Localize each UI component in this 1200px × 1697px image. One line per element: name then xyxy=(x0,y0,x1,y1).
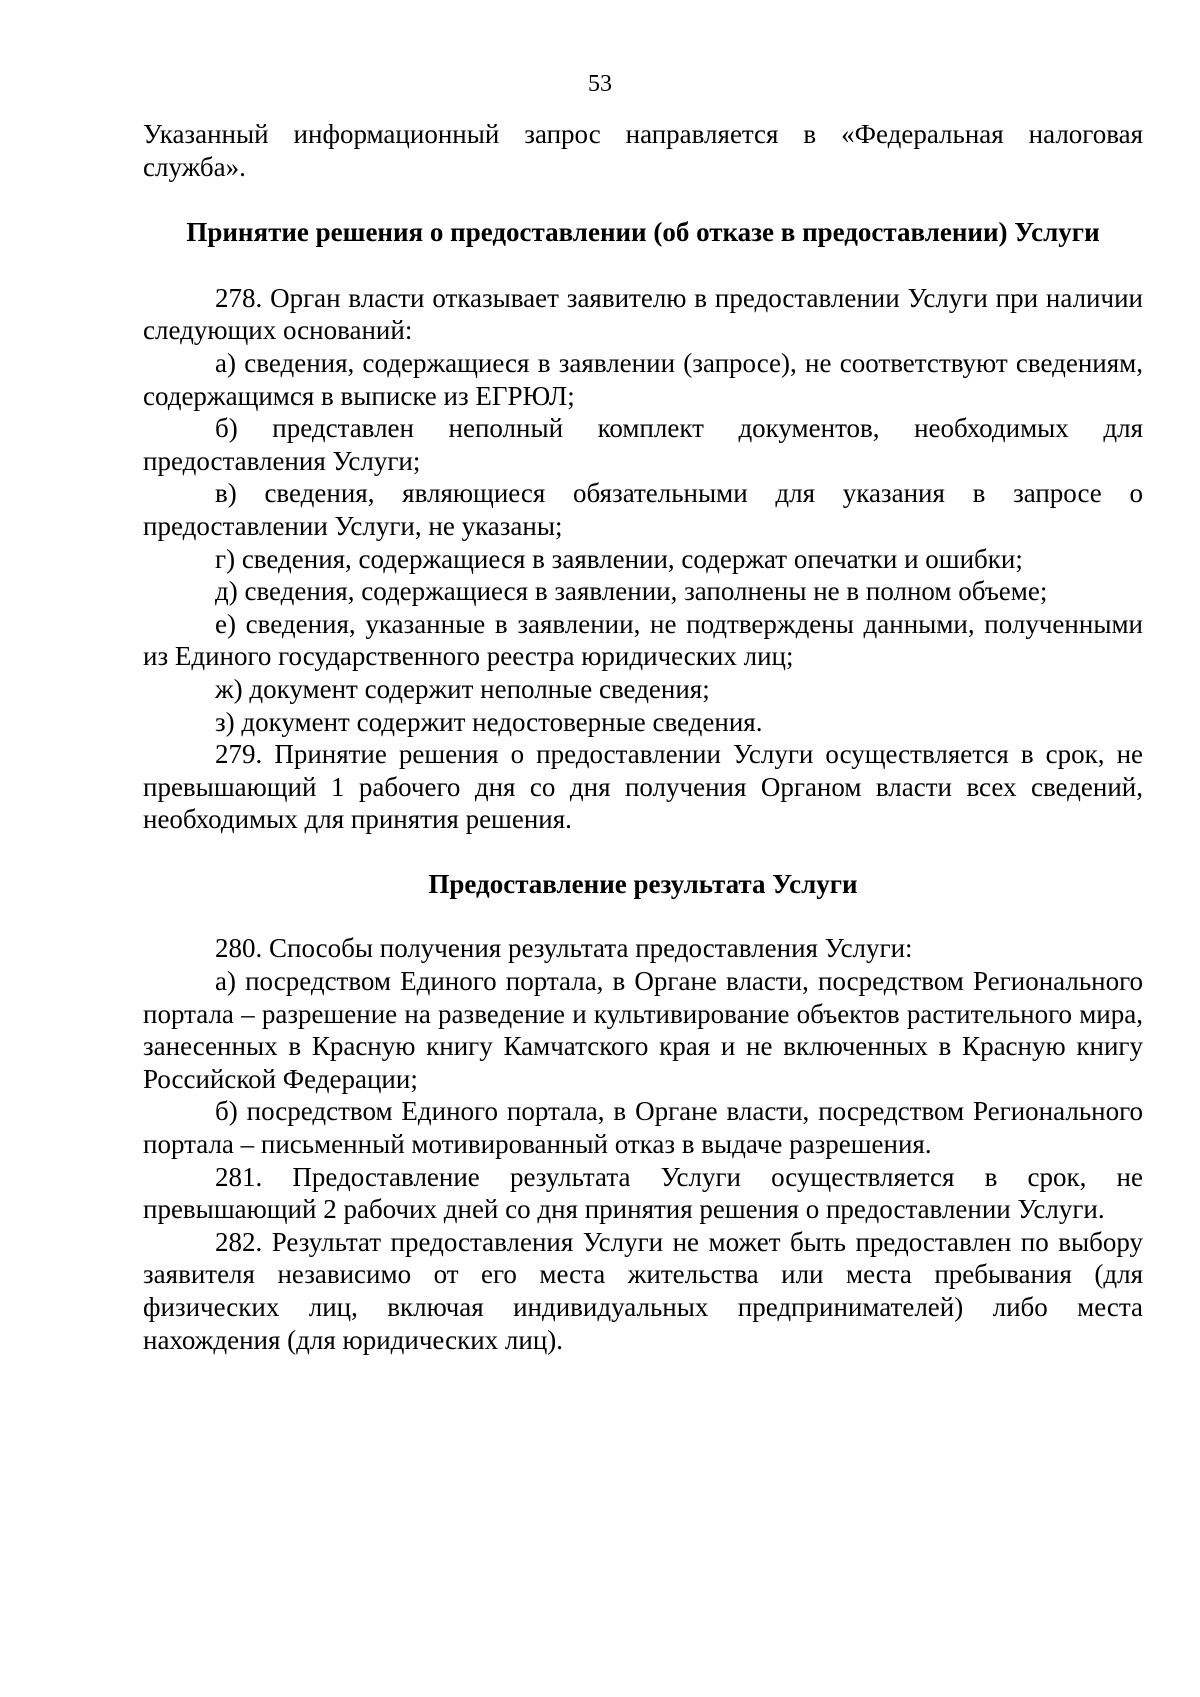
section-heading-decision: Принятие решения о предоставлении (об отказе в предоставлении) Услуги xyxy=(186,217,1100,248)
paragraph-278: 278. Орган власти отказывает заявителю в предоставлении Услуги при наличии следующих оснований: xyxy=(143,282,1143,346)
list-item-a: а) сведения, содержащиеся в заявлении (запросе), не соответствуют сведениям, содержащимся в выписке из ЕГРЮЛ; xyxy=(143,347,1143,411)
list-item-d: д) сведения, содержащиеся в заявлении, заполнены не в полном объеме; xyxy=(215,576,1048,607)
list-item-z: з) документ содержит недостоверные сведения. xyxy=(215,706,763,737)
document-body xyxy=(143,118,1143,1356)
result-method-a: а) посредством Единого портала, в Органе власти, посредством Регионального портала – разрешение на разведение и культивирование объектов растительного мира, занесенных в Красную книгу Камчатского края и не включенных в Красную книгу Российской Федерации; xyxy=(143,966,1143,1094)
paragraph-280: 280. Способы получения результата предоставления Услуги: xyxy=(215,933,913,964)
paragraph-279: 279. Принятие решения о предоставлении Услуги осуществляется в срок, не превышающий 1 рабочего дня со дня получения Органом власти всех сведений, необходимых для принятия решения. xyxy=(143,739,1143,835)
list-item-b: б) представлен неполный комплект документов, необходимых для предоставления Услуги; xyxy=(143,413,1143,476)
section-heading-result: Предоставление результата Услуги xyxy=(428,868,858,899)
list-item-zh: ж) документ содержит неполные сведения; xyxy=(215,673,710,704)
list-item-g: г) сведения, содержащиеся в заявлении, содержат опечатки и ошибки; xyxy=(215,543,1023,574)
page-number: 53 xyxy=(588,71,612,97)
paragraph-281: 281. Предоставление результата Услуги осуществляется в срок, не превышающий 2 рабочих дней со дня принятия решения о предоставлении Услуги. xyxy=(143,1161,1143,1225)
list-item-v: в) сведения, являющиеся обязательными для указания в запросе о предоставлении Услуги, не указаны; xyxy=(143,478,1143,541)
result-method-b: б) посредством Единого портала, в Органе власти, посредством Регионального портала – письменный мотивированный отказ в выдаче разрешения. xyxy=(143,1096,1143,1160)
list-item-e: е) сведения, указанные в заявлении, не подтверждены данными, полученными из Единого государственного реестра юридических лиц; xyxy=(143,608,1143,672)
paragraph-282: 282. Результат предоставления Услуги не может быть предоставлен по выбору заявителя независимо от его места жительства или места пребывания (для физических лиц, включая индивидуальных предпринимателей) либо места нахождения (для юридических лиц). xyxy=(143,1226,1143,1355)
intro-paragraph: Указанный информационный запрос направляется в «Федеральная налоговая служба». xyxy=(143,119,1143,182)
